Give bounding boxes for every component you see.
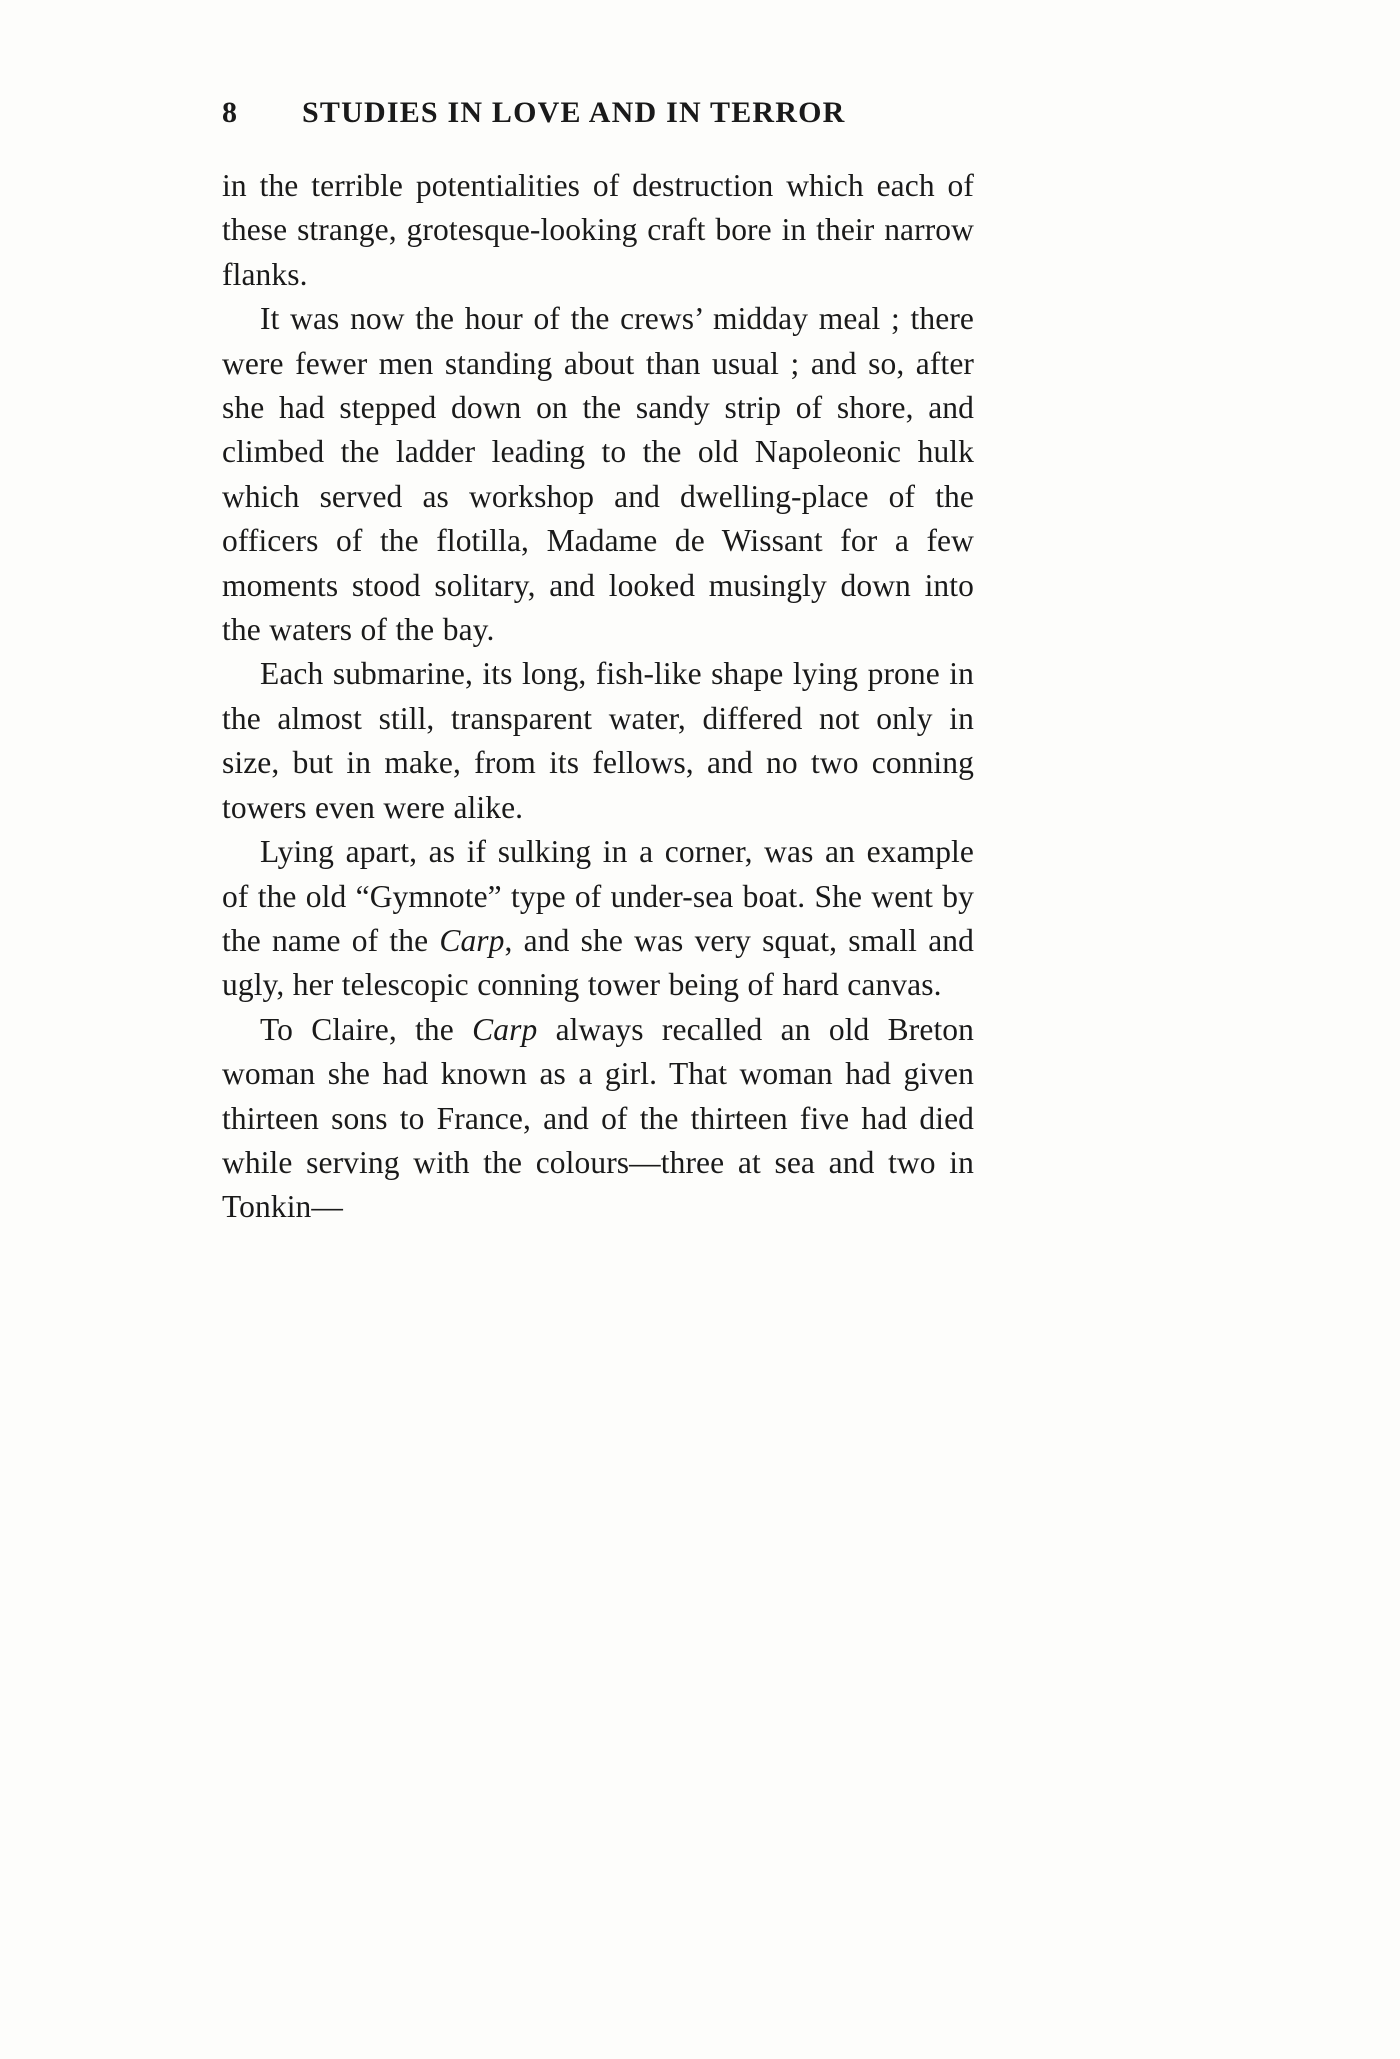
book-title-header: STUDIES IN LOVE AND IN TERROR [302,96,846,129]
body-text [222,164,974,1230]
paragraph-4 [222,830,974,1008]
paragraph-4-part-1: Lying apart, as if sulking in a corner, was an example of the old “Gymnote” type of under-sea boat. She went by the name of the [222,834,974,958]
paragraph-5 [222,1008,974,1230]
ship-name-carp-2: Carp [472,1011,538,1047]
page-content [222,96,974,1230]
paragraph-5-part-1: To Claire, the [260,1011,473,1047]
ship-name-carp: Carp [439,922,505,958]
paragraph-3: Each submarine, its long, fish-like shape lying prone in the almost still, transparent water, differed not only in size, but in make, from its fellows, and no two conning towers even were alike. [222,656,974,825]
paragraph-4-part-2: , and she was very squat, small and ugly, her telescopic conning tower being of hard canvas. [222,922,974,1003]
paragraph-1: in the terrible potentialities of destruction which each of these strange, grotesque-looking craft bore in their narrow flanks. [222,168,974,292]
paragraph-2: It was now the hour of the crews’ midday meal ; there were fewer men standing about than usual ; and so, after she had stepped down on the sandy strip of shore, and climbed the ladder leading to the old Napoleonic hulk which served as workshop and dwelling-place of the officers of the flotilla, Madame de Wissant for a few moments stood solitary, and looked musingly down into the waters of the bay. [222,301,974,648]
page-number: 8 [222,96,238,129]
paragraph-5-part-2: always recalled an old Breton woman she had known as a girl. That woman had given thirteen sons to France, and of the thirteen five had died while serving with the colours—three at sea and two in Tonkin— [222,1011,974,1225]
running-head [222,96,974,130]
